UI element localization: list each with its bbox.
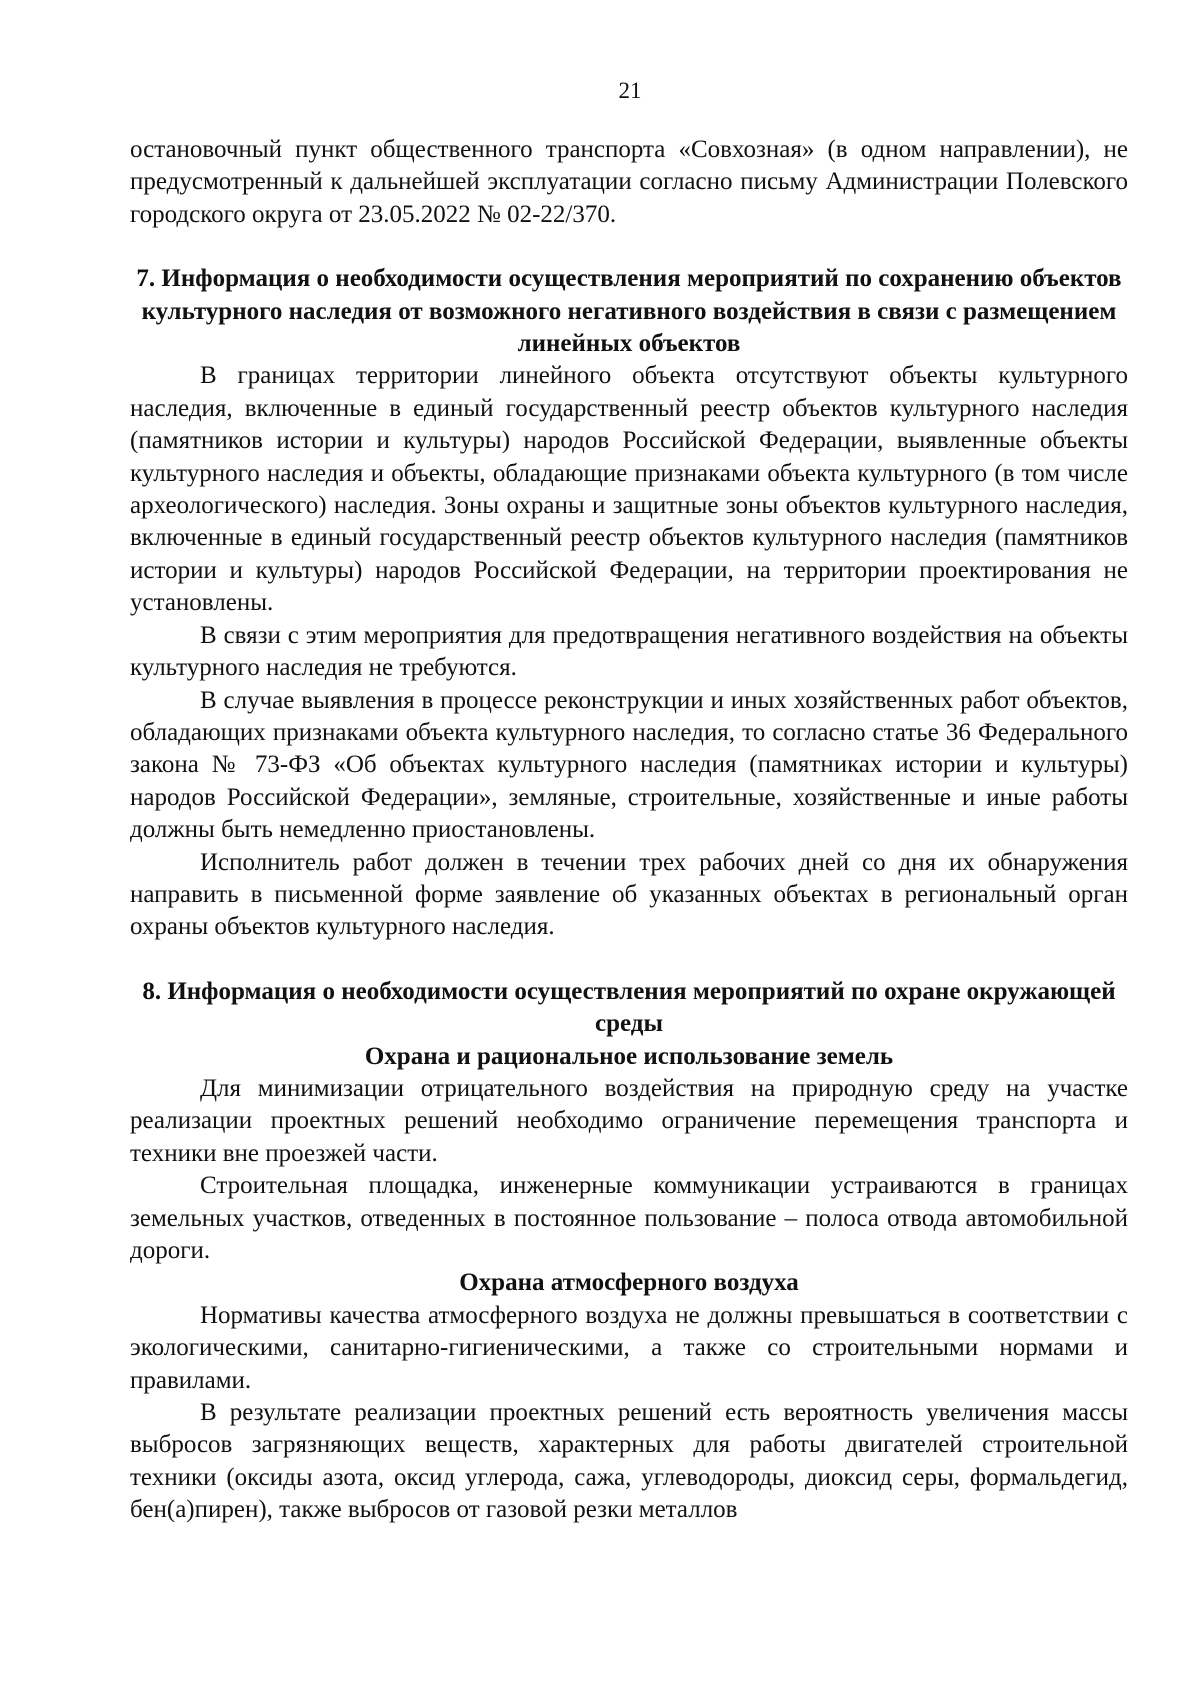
section-7-paragraph: В случае выявления в процессе реконструкции и иных хозяйственных работ объектов, обладающих признаками объекта культурного наследия, то согласно статье 36 Федерального закона № 73-ФЗ «Об объектах культурного наследия (памятниках истории и культуры) народов Российской Федерации», земляные, строительные, хозяйственные и иные работы должны быть немедленно приостановлены.: [130, 686, 1128, 844]
document-body: [130, 134, 1128, 1527]
section-7-heading: 7. Информация о необходимости осуществления мероприятий по сохранению объектов культурного наследия от возможного негативного воздействия в связи с размещением линейных объектов: [136, 265, 1122, 358]
subsection-land-paragraph: Строительная площадка, инженерные коммуникации устраиваются в границах земельных участков, отведенных в постоянное пользование – полоса отвода автомобильной дороги.: [130, 1172, 1128, 1264]
subsection-air-paragraph: В результате реализации проектных решений есть вероятность увеличения массы выбросов загрязняющих веществ, характерных для работы двигателей строительной техники (оксиды азота, оксид углерода, сажа, углеводороды, диоксид серы, формальдегид, бен(а)пирен), также выбросов от газовой резки металлов: [130, 1399, 1128, 1524]
spacer: [130, 944, 1128, 976]
subsection-land-heading: Охрана и рациональное использование земель: [364, 1042, 894, 1070]
section-8-heading: 8. Информация о необходимости осуществления мероприятий по охране окружающей среды: [142, 977, 1116, 1038]
section-7-paragraph: Исполнитель работ должен в течении трех рабочих дней со дня их обнаружения направить в письменной форме заявление об указанных объектах в региональный орган охраны объектов культурного наследия.: [130, 848, 1128, 941]
subsection-air-paragraph: Нормативы качества атмосферного воздуха не должны превышаться в соответствии с экологическими, санитарно-гигиеническими, а также со строительными нормами и правилами.: [130, 1301, 1128, 1394]
spacer: [130, 231, 1128, 263]
subsection-land-paragraph: Для минимизации отрицательного воздействия на природную среду на участке реализации проектных решений необходимо ограничение перемещения транспорта и техники вне проезжей части.: [130, 1074, 1128, 1167]
intro-paragraph: остановочный пункт общественного транспорта «Совхозная» (в одном направлении), не предусмотренный к дальнейшей эксплуатации согласно письму Администрации Полевского городского округа от 23.05.2022 № 02-22/370.: [130, 136, 1128, 228]
section-7-paragraph: В границах территории линейного объекта отсутствуют объекты культурного наследия, включенные в единый государственный реестр объектов культурного наследия (памятников истории и культуры) народов Российской Федерации, выявленные объекты культурного наследия и объекты, обладающие признаками объекта культурного (в том числе археологического) наследия. Зоны охраны и защитные зоны объектов культурного наследия, включенные в единый государственный реестр объектов культурного наследия (памятников истории и культуры) народов Российской Федерации, на территории проектирования не установлены.: [130, 362, 1128, 617]
subsection-air-heading: Охрана атмосферного воздуха: [459, 1269, 799, 1297]
section-7-paragraph: В связи с этим мероприятия для предотвращения негативного воздействия на объекты культурного наследия не требуются.: [130, 621, 1128, 682]
page-number: 21: [618, 78, 642, 103]
